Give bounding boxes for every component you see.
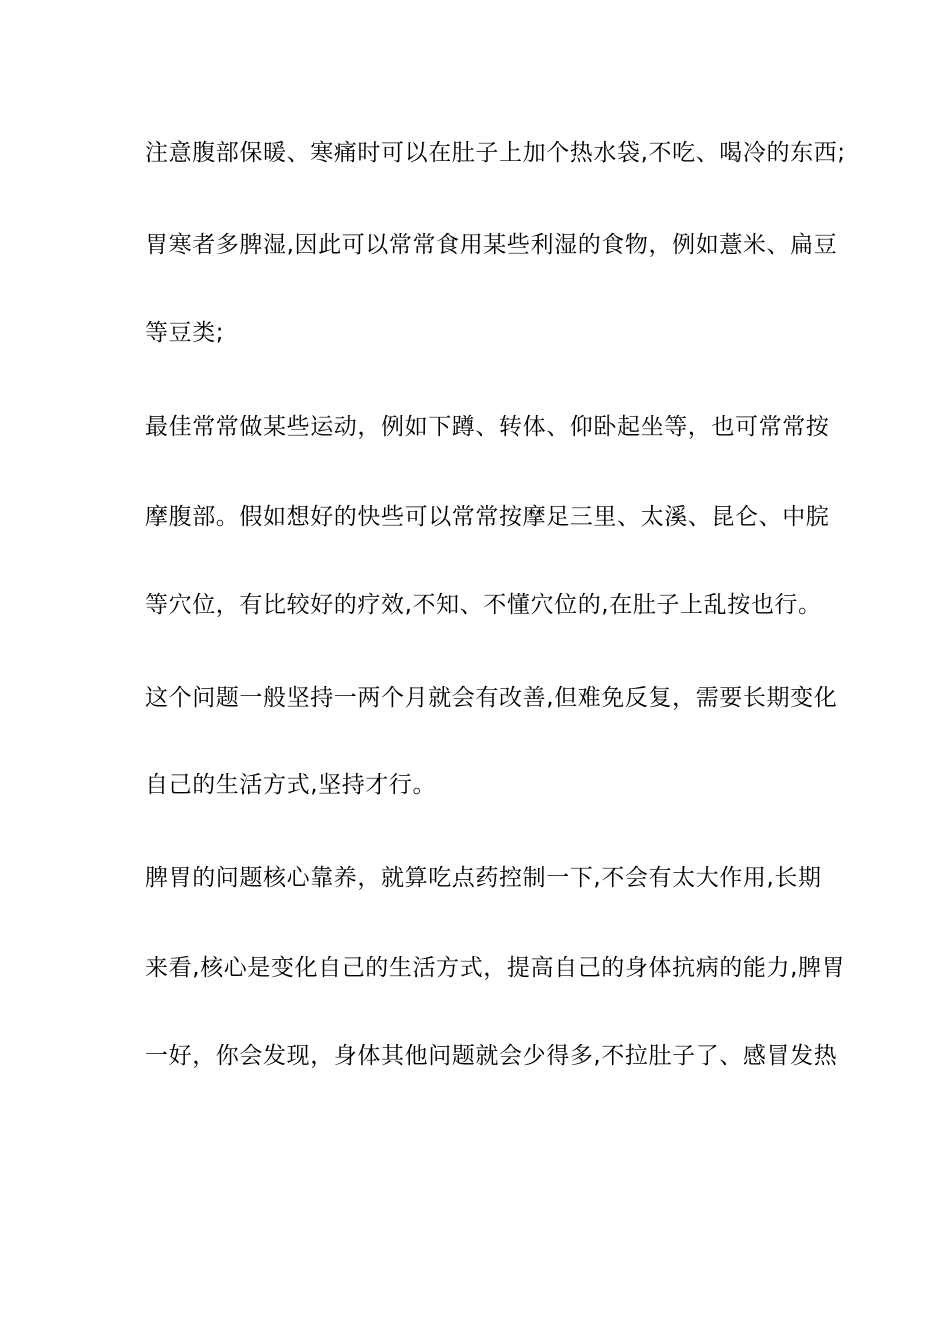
text-line: 摩腹部。假如想好的快些可以常常按摩足三里、太溪、昆仑、中脘	[145, 504, 830, 530]
text-line: 等穴位，有比较好的疗效,不知、不懂穴位的,在肚子上乱按也行。	[145, 592, 822, 618]
text-line: 这个问题一般坚持一两个月就会有改善,但难免反复，需要长期变化	[145, 685, 838, 711]
text-line: 胃寒者多脾湿,因此可以常常食用某些利湿的食物，例如薏米、扁豆	[145, 232, 838, 258]
text-line: 等豆类;	[145, 320, 225, 346]
text-line: 注意腹部保暖、寒痛时可以在肚子上加个热水袋,不吃、喝冷的东西;	[145, 140, 846, 166]
text-line: 一好，你会发现，身体其他问题就会少得多,不拉肚子了、感冒发热	[145, 1043, 838, 1069]
text-line: 最佳常常做某些运动，例如下蹲、转体、仰卧起坐等，也可常常按	[145, 414, 830, 440]
text-line: 来看,核心是变化自己的生活方式，提高自己的身体抗病的能力,脾胃	[145, 955, 846, 981]
text-line: 脾胃的问题核心靠养，就算吃点药控制一下,不会有太大作用,长期	[145, 865, 822, 891]
text-line: 自己的生活方式,坚持才行。	[145, 772, 437, 798]
